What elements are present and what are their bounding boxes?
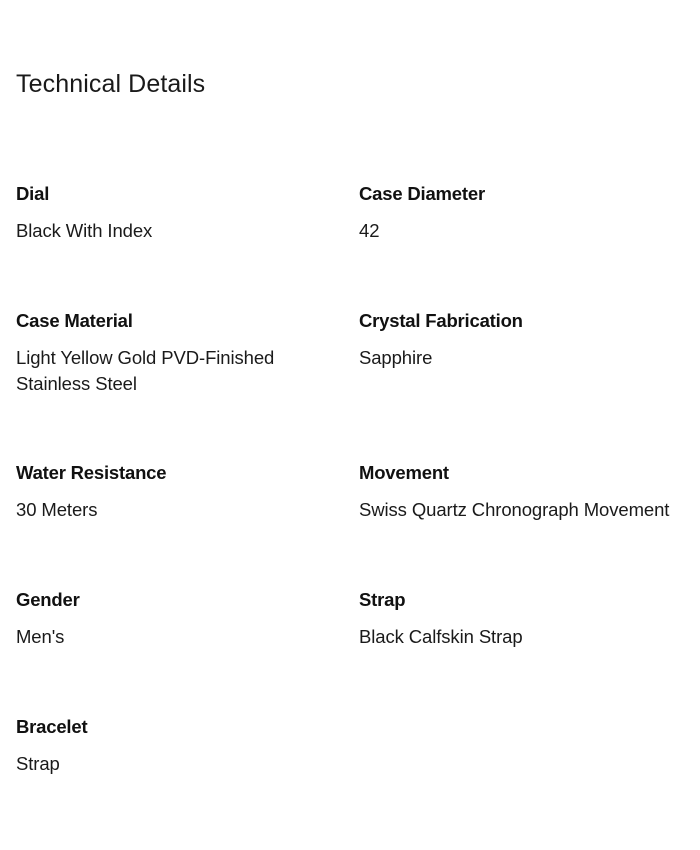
spec-gender: [16, 588, 346, 650]
spec-movement: [359, 461, 689, 523]
spec-label: Movement: [359, 462, 449, 483]
spec-case-diameter: [359, 182, 689, 244]
spec-value: Black With Index: [16, 220, 153, 241]
spec-water-resistance: [16, 461, 346, 523]
spec-label: Crystal Fabrication: [359, 310, 523, 331]
spec-label: Bracelet: [16, 716, 88, 737]
spec-bracelet: [16, 715, 346, 777]
spec-value: Black Calfskin Strap: [359, 626, 523, 647]
spec-value: Light Yellow Gold PVD-Finished Stainless Steel: [16, 347, 275, 394]
spec-case-material: [16, 309, 306, 397]
spec-value: Sapphire: [359, 347, 433, 368]
section-title: Technical Details: [16, 70, 206, 98]
spec-value: Swiss Quartz Chronograph Movement: [359, 499, 670, 520]
spec-strap: [359, 588, 689, 650]
spec-label: Case Diameter: [359, 183, 485, 204]
spec-value: 42: [359, 220, 380, 241]
spec-label: Gender: [16, 589, 80, 610]
spec-label: Case Material: [16, 310, 133, 331]
spec-value: Men's: [16, 626, 65, 647]
spec-value: 30 Meters: [16, 499, 98, 520]
spec-dial: [16, 182, 346, 244]
spec-label: Dial: [16, 183, 50, 204]
spec-label: Strap: [359, 589, 406, 610]
spec-label: Water Resistance: [16, 462, 167, 483]
spec-crystal-fabrication: [359, 309, 689, 371]
spec-value: Strap: [16, 753, 60, 774]
